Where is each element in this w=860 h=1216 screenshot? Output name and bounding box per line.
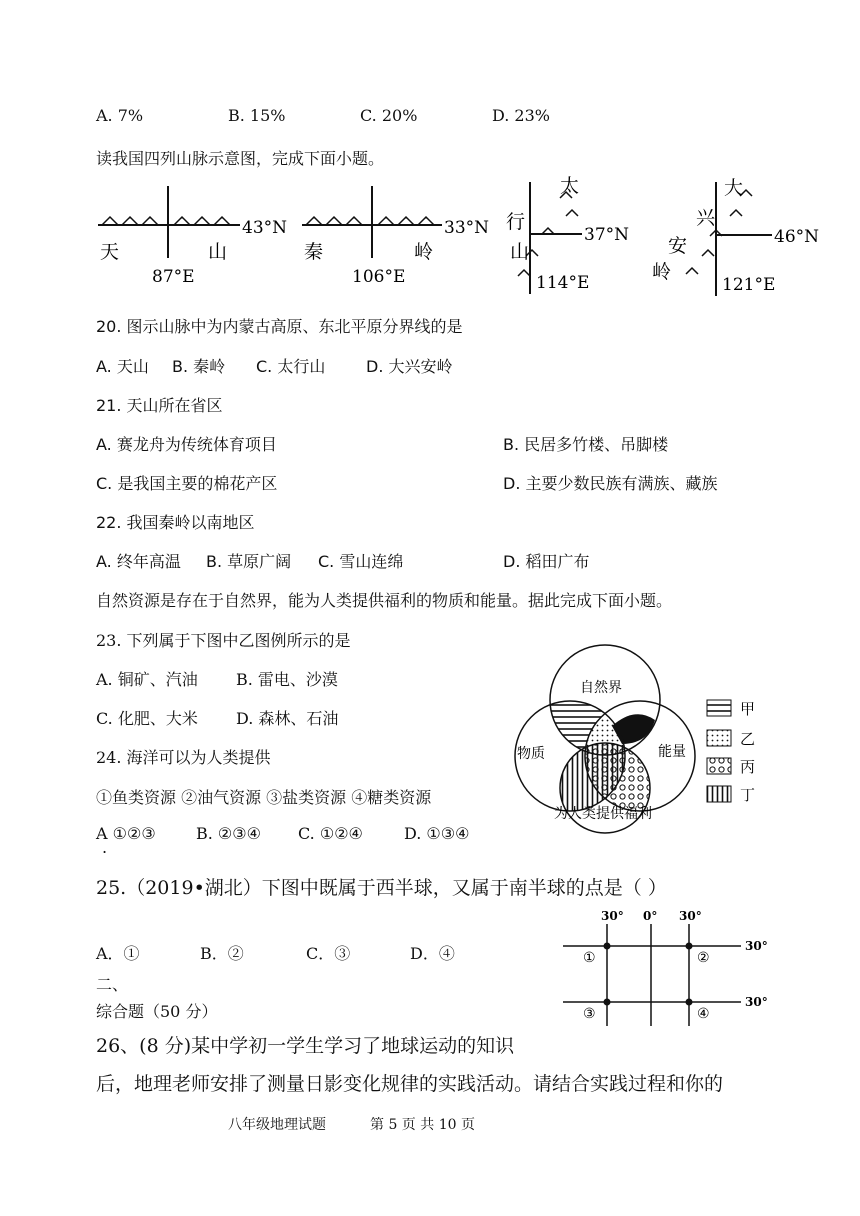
venn-label-bottom: 为人类提供福利 xyxy=(554,806,652,822)
mountain-diagrams xyxy=(90,175,820,303)
latlon-grid xyxy=(555,902,785,1042)
daxinganling-char-4: 岭 xyxy=(652,261,672,283)
q24-option-d: D. ①③④ xyxy=(404,824,470,843)
q21-option-a: A. 赛龙舟为传统体育项目 xyxy=(96,435,277,454)
q19-option-a: A. 7% xyxy=(96,106,144,125)
q20-option-c: C. 太行山 xyxy=(256,357,326,376)
footer-title: 八年级地理试题 xyxy=(228,1117,326,1133)
grid-right-label-1: 30° xyxy=(745,939,768,953)
section-title: 综合题（50 分） xyxy=(96,1002,218,1021)
q19-option-b: B. 15% xyxy=(228,106,286,125)
q22-option-c: C. 雪山连绵 xyxy=(318,552,404,571)
tianshan-name-left: 天 xyxy=(100,241,120,263)
q20-option-d: D. 大兴安岭 xyxy=(366,357,453,376)
q21-option-d: D. 主要少数民族有满族、藏族 xyxy=(503,474,718,493)
q20-stem: 20. 图示山脉中为内蒙古高原、东北平原分界线的是 xyxy=(96,317,463,336)
qinling-lon: 106°E xyxy=(352,267,406,287)
daxinganling-lon: 121°E xyxy=(722,275,776,295)
qinling-diagram xyxy=(302,186,489,287)
q26-line-1: 26、(8 分)某中学初一学生学习了地球运动的知识 xyxy=(96,1035,515,1057)
daxinganling-char-3: 安 xyxy=(668,235,688,257)
q21-option-b: B. 民居多竹楼、吊脚楼 xyxy=(503,435,669,454)
q23-option-a: A. 铜矿、汽油 xyxy=(96,670,198,689)
q24-option-a: A ①②③ xyxy=(96,824,156,843)
q25-stem: 25.（2019•湖北）下图中既属于西半球，又属于南半球的点是（ ） xyxy=(96,877,667,899)
q25-option-b: B．② xyxy=(200,944,244,963)
qinling-name-right: 岭 xyxy=(414,241,434,263)
intro-mountains: 读我国四列山脉示意图，完成下面小题。 xyxy=(96,149,385,168)
grid-point-4: ④ xyxy=(697,1006,710,1022)
venn-diagram xyxy=(510,648,775,838)
daxinganling-char-1: 大 xyxy=(724,177,744,199)
taihang-lat: 37°N xyxy=(584,225,630,245)
q21-stem: 21. 天山所在省区 xyxy=(96,396,223,415)
grid-point-2: ② xyxy=(697,950,710,966)
section-number: 二、 xyxy=(96,975,129,994)
q20-option-b: B. 秦岭 xyxy=(172,357,226,376)
legend-swatch-jia xyxy=(707,700,731,716)
grid-top-label-2: 0° xyxy=(643,909,658,923)
q24-option-c: C. ①②④ xyxy=(298,824,363,843)
q22-stem: 22. 我国秦岭以南地区 xyxy=(96,513,255,532)
q20-option-a: A. 天山 xyxy=(96,357,149,376)
legend-label-ding: 丁 xyxy=(740,786,756,804)
taihang-char-2: 行 xyxy=(506,211,526,233)
q25-option-a: A．① xyxy=(96,944,140,963)
qinling-lat: 33°N xyxy=(444,218,490,238)
q19-option-c: C. 20% xyxy=(360,106,418,125)
q22-option-d: D. 稻田广布 xyxy=(503,552,590,571)
legend-label-bing: 丙 xyxy=(740,758,756,776)
footer-page: 第 5 页 共 10 页 xyxy=(370,1117,475,1133)
tianshan-diagram xyxy=(98,186,287,287)
q24-stem: 24. 海洋可以为人类提供 xyxy=(96,748,271,767)
legend-swatch-bing xyxy=(707,758,731,774)
legend-swatch-ding xyxy=(707,786,731,802)
taihang-lon: 114°E xyxy=(536,273,590,293)
intro-resources: 自然资源是存在于自然界，能为人类提供福利的物质和能量。据此完成下面小题。 xyxy=(96,591,673,610)
grid-top-label-1: 30° xyxy=(601,909,624,923)
q24-option-b: B. ②③④ xyxy=(196,824,261,843)
q26-line-2: 后，地理老师安排了测量日影变化规律的实践活动。请结合实践过程和你的 xyxy=(96,1073,724,1095)
daxinganling-lat: 46°N xyxy=(774,227,820,247)
venn-label-left: 物质 xyxy=(517,746,545,762)
daxinganling-char-2: 兴 xyxy=(696,207,716,229)
taihang-char-1: 太 xyxy=(560,175,580,197)
legend-label-jia: 甲 xyxy=(740,700,756,718)
taihang-char-3: 山 xyxy=(510,241,530,263)
q21-option-c: C. 是我国主要的棉花产区 xyxy=(96,474,278,493)
grid-top-label-3: 30° xyxy=(679,909,702,923)
q23-option-c: C. 化肥、大米 xyxy=(96,709,198,728)
venn-label-top: 自然界 xyxy=(580,680,622,696)
tianshan-lat: 43°N xyxy=(242,218,288,238)
q23-stem: 23. 下列属于下图中乙图例所示的是 xyxy=(96,631,351,650)
taihang-diagram xyxy=(506,175,629,294)
q19-option-d: D. 23% xyxy=(492,106,550,125)
q22-option-b: B. 草原广阔 xyxy=(206,552,292,571)
qinling-name-left: 秦 xyxy=(304,241,324,263)
q24-items: ①鱼类资源 ②油气资源 ③盐类资源 ④糖类资源 xyxy=(96,788,432,807)
venn-label-right: 能量 xyxy=(658,744,686,760)
grid-right-label-2: 30° xyxy=(745,995,768,1009)
q23-option-b: B. 雷电、沙漠 xyxy=(236,670,338,689)
grid-point-3: ③ xyxy=(583,1006,596,1022)
q22-option-a: A. 终年高温 xyxy=(96,552,181,571)
q24-dot: . xyxy=(102,838,108,857)
grid-point-1: ① xyxy=(583,950,596,966)
legend-swatch-yi xyxy=(707,730,731,746)
tianshan-lon: 87°E xyxy=(152,267,195,287)
tianshan-name-right: 山 xyxy=(208,241,228,263)
q25-option-c: C．③ xyxy=(306,944,351,963)
q25-option-d: D．④ xyxy=(410,944,455,963)
q23-option-d: D. 森林、石油 xyxy=(236,709,339,728)
daxinganling-diagram xyxy=(652,177,819,296)
legend-label-yi: 乙 xyxy=(740,730,756,748)
